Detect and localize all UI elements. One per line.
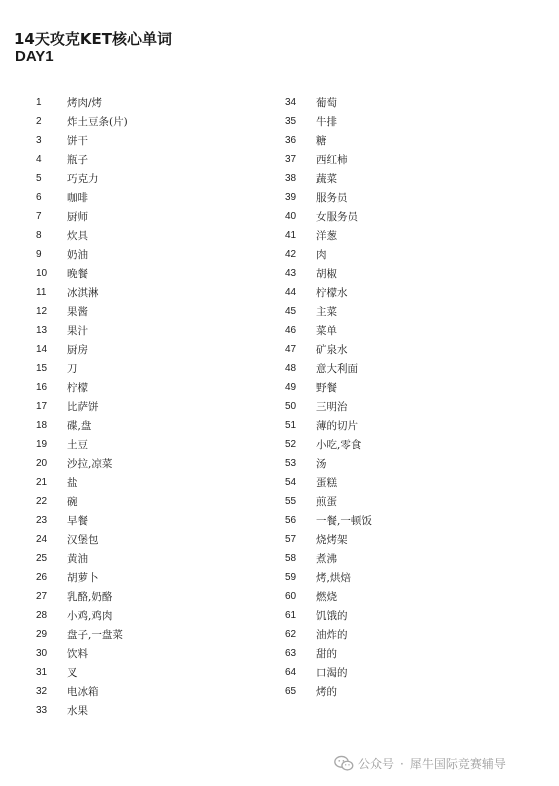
wechat-icon	[334, 755, 354, 772]
word-meaning: 土豆	[67, 439, 88, 451]
word-row	[285, 587, 372, 606]
word-meaning: 肉	[316, 249, 327, 261]
word-meaning: 小鸡,鸡肉	[67, 610, 113, 622]
word-meaning: 胡椒	[316, 268, 337, 280]
word-row	[36, 131, 128, 150]
word-number: 10	[36, 268, 48, 279]
word-row	[285, 644, 372, 663]
word-meaning: 咖啡	[67, 192, 88, 204]
word-number: 62	[285, 629, 297, 640]
word-row	[285, 416, 372, 435]
word-meaning: 烤的	[316, 686, 337, 698]
word-meaning: 葡萄	[316, 97, 337, 109]
word-row	[285, 283, 372, 302]
word-meaning: 口渴的	[316, 667, 348, 679]
word-row	[285, 93, 372, 112]
word-meaning: 盐	[67, 477, 78, 489]
word-row	[36, 226, 128, 245]
word-meaning: 比萨饼	[67, 401, 99, 413]
word-row	[285, 606, 372, 625]
word-number: 2	[36, 116, 42, 127]
word-meaning: 冰淇淋	[67, 287, 99, 299]
word-number: 40	[285, 211, 297, 222]
word-row	[285, 378, 372, 397]
word-number: 25	[36, 553, 48, 564]
word-meaning: 服务员	[316, 192, 348, 204]
page-title: 14天攻克KET核心单词	[14, 30, 172, 48]
word-meaning: 厨师	[67, 211, 88, 223]
word-number: 48	[285, 363, 297, 374]
word-meaning: 叉	[67, 667, 78, 679]
word-meaning: 柠檬水	[316, 287, 348, 299]
word-number: 22	[36, 496, 48, 507]
word-number: 3	[36, 135, 42, 146]
word-number: 12	[36, 306, 48, 317]
word-meaning: 晚餐	[67, 268, 88, 280]
word-meaning: 柠檬	[67, 382, 88, 394]
word-number: 21	[36, 477, 48, 488]
word-number: 65	[285, 686, 297, 697]
word-number: 58	[285, 553, 297, 564]
watermark-account-name: 犀牛国际竞赛辅导	[409, 757, 506, 771]
word-meaning: 煎蛋	[316, 496, 337, 508]
word-meaning: 菜单	[316, 325, 337, 337]
word-number: 31	[36, 667, 48, 678]
word-meaning: 牛排	[316, 116, 337, 128]
word-row	[285, 207, 372, 226]
word-meaning: 主菜	[316, 306, 337, 318]
word-number: 7	[36, 211, 42, 222]
word-number: 46	[285, 325, 297, 336]
watermark-separator: ·	[400, 756, 404, 771]
word-meaning: 炸土豆条(片)	[67, 116, 128, 128]
word-meaning: 汉堡包	[67, 534, 99, 546]
word-row	[285, 454, 372, 473]
word-number: 55	[285, 496, 297, 507]
word-meaning: 饼干	[67, 135, 88, 147]
word-meaning: 碟,盘	[67, 420, 92, 432]
word-meaning: 矿泉水	[316, 344, 348, 356]
word-meaning: 三明治	[316, 401, 348, 413]
word-number: 37	[285, 154, 297, 165]
word-row	[285, 625, 372, 644]
word-row	[285, 245, 372, 264]
word-meaning: 薄的切片	[316, 420, 358, 432]
word-row	[285, 682, 372, 701]
word-row	[36, 245, 128, 264]
word-row	[36, 701, 128, 720]
word-meaning: 蔬菜	[316, 173, 337, 185]
word-number: 51	[285, 420, 297, 431]
word-number: 28	[36, 610, 48, 621]
word-row	[285, 530, 372, 549]
word-row	[285, 473, 372, 492]
word-row	[285, 150, 372, 169]
word-meaning: 烤肉/烤	[67, 97, 103, 109]
word-row	[36, 264, 128, 283]
word-number: 8	[36, 230, 42, 241]
word-row	[285, 435, 372, 454]
word-row	[36, 454, 128, 473]
word-row	[36, 378, 128, 397]
word-number: 23	[36, 515, 48, 526]
word-meaning: 电冰箱	[67, 686, 99, 698]
word-row	[36, 473, 128, 492]
word-row	[36, 492, 128, 511]
word-meaning: 果汁	[67, 325, 88, 337]
word-row	[285, 131, 372, 150]
word-row	[36, 207, 128, 226]
word-row	[285, 568, 372, 587]
word-number: 4	[36, 154, 42, 165]
word-meaning: 野餐	[316, 382, 337, 394]
word-number: 26	[36, 572, 48, 583]
word-meaning: 小吃,零食	[316, 439, 362, 451]
word-row	[36, 112, 128, 131]
word-meaning: 巧克力	[67, 173, 99, 185]
word-number: 47	[285, 344, 297, 355]
word-row	[285, 663, 372, 682]
word-row	[285, 511, 372, 530]
word-row	[36, 587, 128, 606]
word-row	[36, 321, 128, 340]
word-number: 49	[285, 382, 297, 393]
word-number: 60	[285, 591, 297, 602]
word-number: 35	[285, 116, 297, 127]
word-meaning: 果酱	[67, 306, 88, 318]
word-number: 57	[285, 534, 297, 545]
word-list-right	[285, 93, 372, 701]
word-meaning: 乳酪,奶酪	[67, 591, 113, 603]
word-row	[36, 663, 128, 682]
word-number: 41	[285, 230, 297, 241]
word-meaning: 饮料	[67, 648, 88, 660]
word-number: 32	[36, 686, 48, 697]
word-number: 16	[36, 382, 48, 393]
word-meaning: 一餐,一顿饭	[316, 515, 372, 527]
word-meaning: 糖	[316, 135, 327, 147]
word-number: 17	[36, 401, 48, 412]
word-row	[36, 549, 128, 568]
word-row	[36, 283, 128, 302]
word-meaning: 煮沸	[316, 553, 337, 565]
word-number: 44	[285, 287, 297, 298]
word-row	[285, 112, 372, 131]
watermark-account-type: 公众号	[358, 757, 395, 771]
word-number: 63	[285, 648, 297, 659]
word-meaning: 女服务员	[316, 211, 358, 223]
word-number: 59	[285, 572, 297, 583]
word-row	[285, 169, 372, 188]
word-meaning: 碗	[67, 496, 78, 508]
word-number: 18	[36, 420, 48, 431]
word-number: 6	[36, 192, 42, 203]
word-number: 5	[36, 173, 42, 184]
wechat-watermark	[334, 755, 506, 772]
word-number: 52	[285, 439, 297, 450]
word-meaning: 烧烤架	[316, 534, 348, 546]
word-list-left	[36, 93, 128, 720]
word-number: 1	[36, 97, 42, 108]
word-row	[36, 340, 128, 359]
word-row	[285, 188, 372, 207]
word-meaning: 厨房	[67, 344, 88, 356]
word-meaning: 蛋糕	[316, 477, 337, 489]
word-row	[285, 321, 372, 340]
word-number: 9	[36, 249, 42, 260]
word-meaning: 刀	[67, 363, 78, 375]
word-row	[285, 302, 372, 321]
word-number: 53	[285, 458, 297, 469]
word-number: 39	[285, 192, 297, 203]
word-number: 27	[36, 591, 48, 602]
word-row	[36, 568, 128, 587]
word-number: 42	[285, 249, 297, 260]
word-number: 36	[285, 135, 297, 146]
word-row	[36, 416, 128, 435]
word-row	[36, 93, 128, 112]
word-number: 11	[36, 287, 47, 298]
word-row	[285, 264, 372, 283]
word-row	[36, 150, 128, 169]
word-number: 14	[36, 344, 48, 355]
word-meaning: 燃烧	[316, 591, 337, 603]
word-number: 61	[285, 610, 297, 621]
word-meaning: 饥饿的	[316, 610, 348, 622]
word-number: 54	[285, 477, 297, 488]
word-row	[36, 511, 128, 530]
word-number: 64	[285, 667, 297, 678]
word-meaning: 油炸的	[316, 629, 348, 641]
word-meaning: 烤,烘焙	[316, 572, 351, 584]
word-meaning: 盘子,一盘菜	[67, 629, 123, 641]
word-meaning: 黄油	[67, 553, 88, 565]
word-row	[36, 644, 128, 663]
word-meaning: 瓶子	[67, 154, 88, 166]
word-row	[36, 397, 128, 416]
word-row	[285, 340, 372, 359]
word-meaning: 水果	[67, 705, 88, 717]
word-number: 33	[36, 705, 48, 716]
word-number: 24	[36, 534, 48, 545]
word-row	[36, 169, 128, 188]
word-number: 30	[36, 648, 48, 659]
word-number: 13	[36, 325, 48, 336]
word-meaning: 洋葱	[316, 230, 337, 242]
word-number: 56	[285, 515, 297, 526]
word-number: 20	[36, 458, 48, 469]
word-number: 38	[285, 173, 297, 184]
word-number: 50	[285, 401, 297, 412]
word-number: 43	[285, 268, 297, 279]
word-row	[285, 549, 372, 568]
word-number: 15	[36, 363, 48, 374]
word-row	[36, 625, 128, 644]
word-meaning: 早餐	[67, 515, 88, 527]
word-meaning: 意大利面	[316, 363, 358, 375]
word-row	[36, 435, 128, 454]
word-number: 45	[285, 306, 297, 317]
word-meaning: 汤	[316, 458, 327, 470]
word-row	[36, 606, 128, 625]
word-number: 29	[36, 629, 48, 640]
word-meaning: 沙拉,凉菜	[67, 458, 113, 470]
word-row	[36, 302, 128, 321]
word-meaning: 西红柿	[316, 154, 348, 166]
word-meaning: 奶油	[67, 249, 88, 261]
word-number: 34	[285, 97, 297, 108]
word-meaning: 甜的	[316, 648, 337, 660]
word-row	[36, 530, 128, 549]
word-row	[285, 397, 372, 416]
word-meaning: 胡萝卜	[67, 572, 99, 584]
word-row	[36, 359, 128, 378]
word-row	[285, 359, 372, 378]
word-row	[36, 188, 128, 207]
word-meaning: 炊具	[67, 230, 88, 242]
word-row	[36, 682, 128, 701]
word-row	[285, 492, 372, 511]
word-row	[285, 226, 372, 245]
day-label: DAY1	[15, 48, 54, 65]
word-number: 19	[36, 439, 48, 450]
